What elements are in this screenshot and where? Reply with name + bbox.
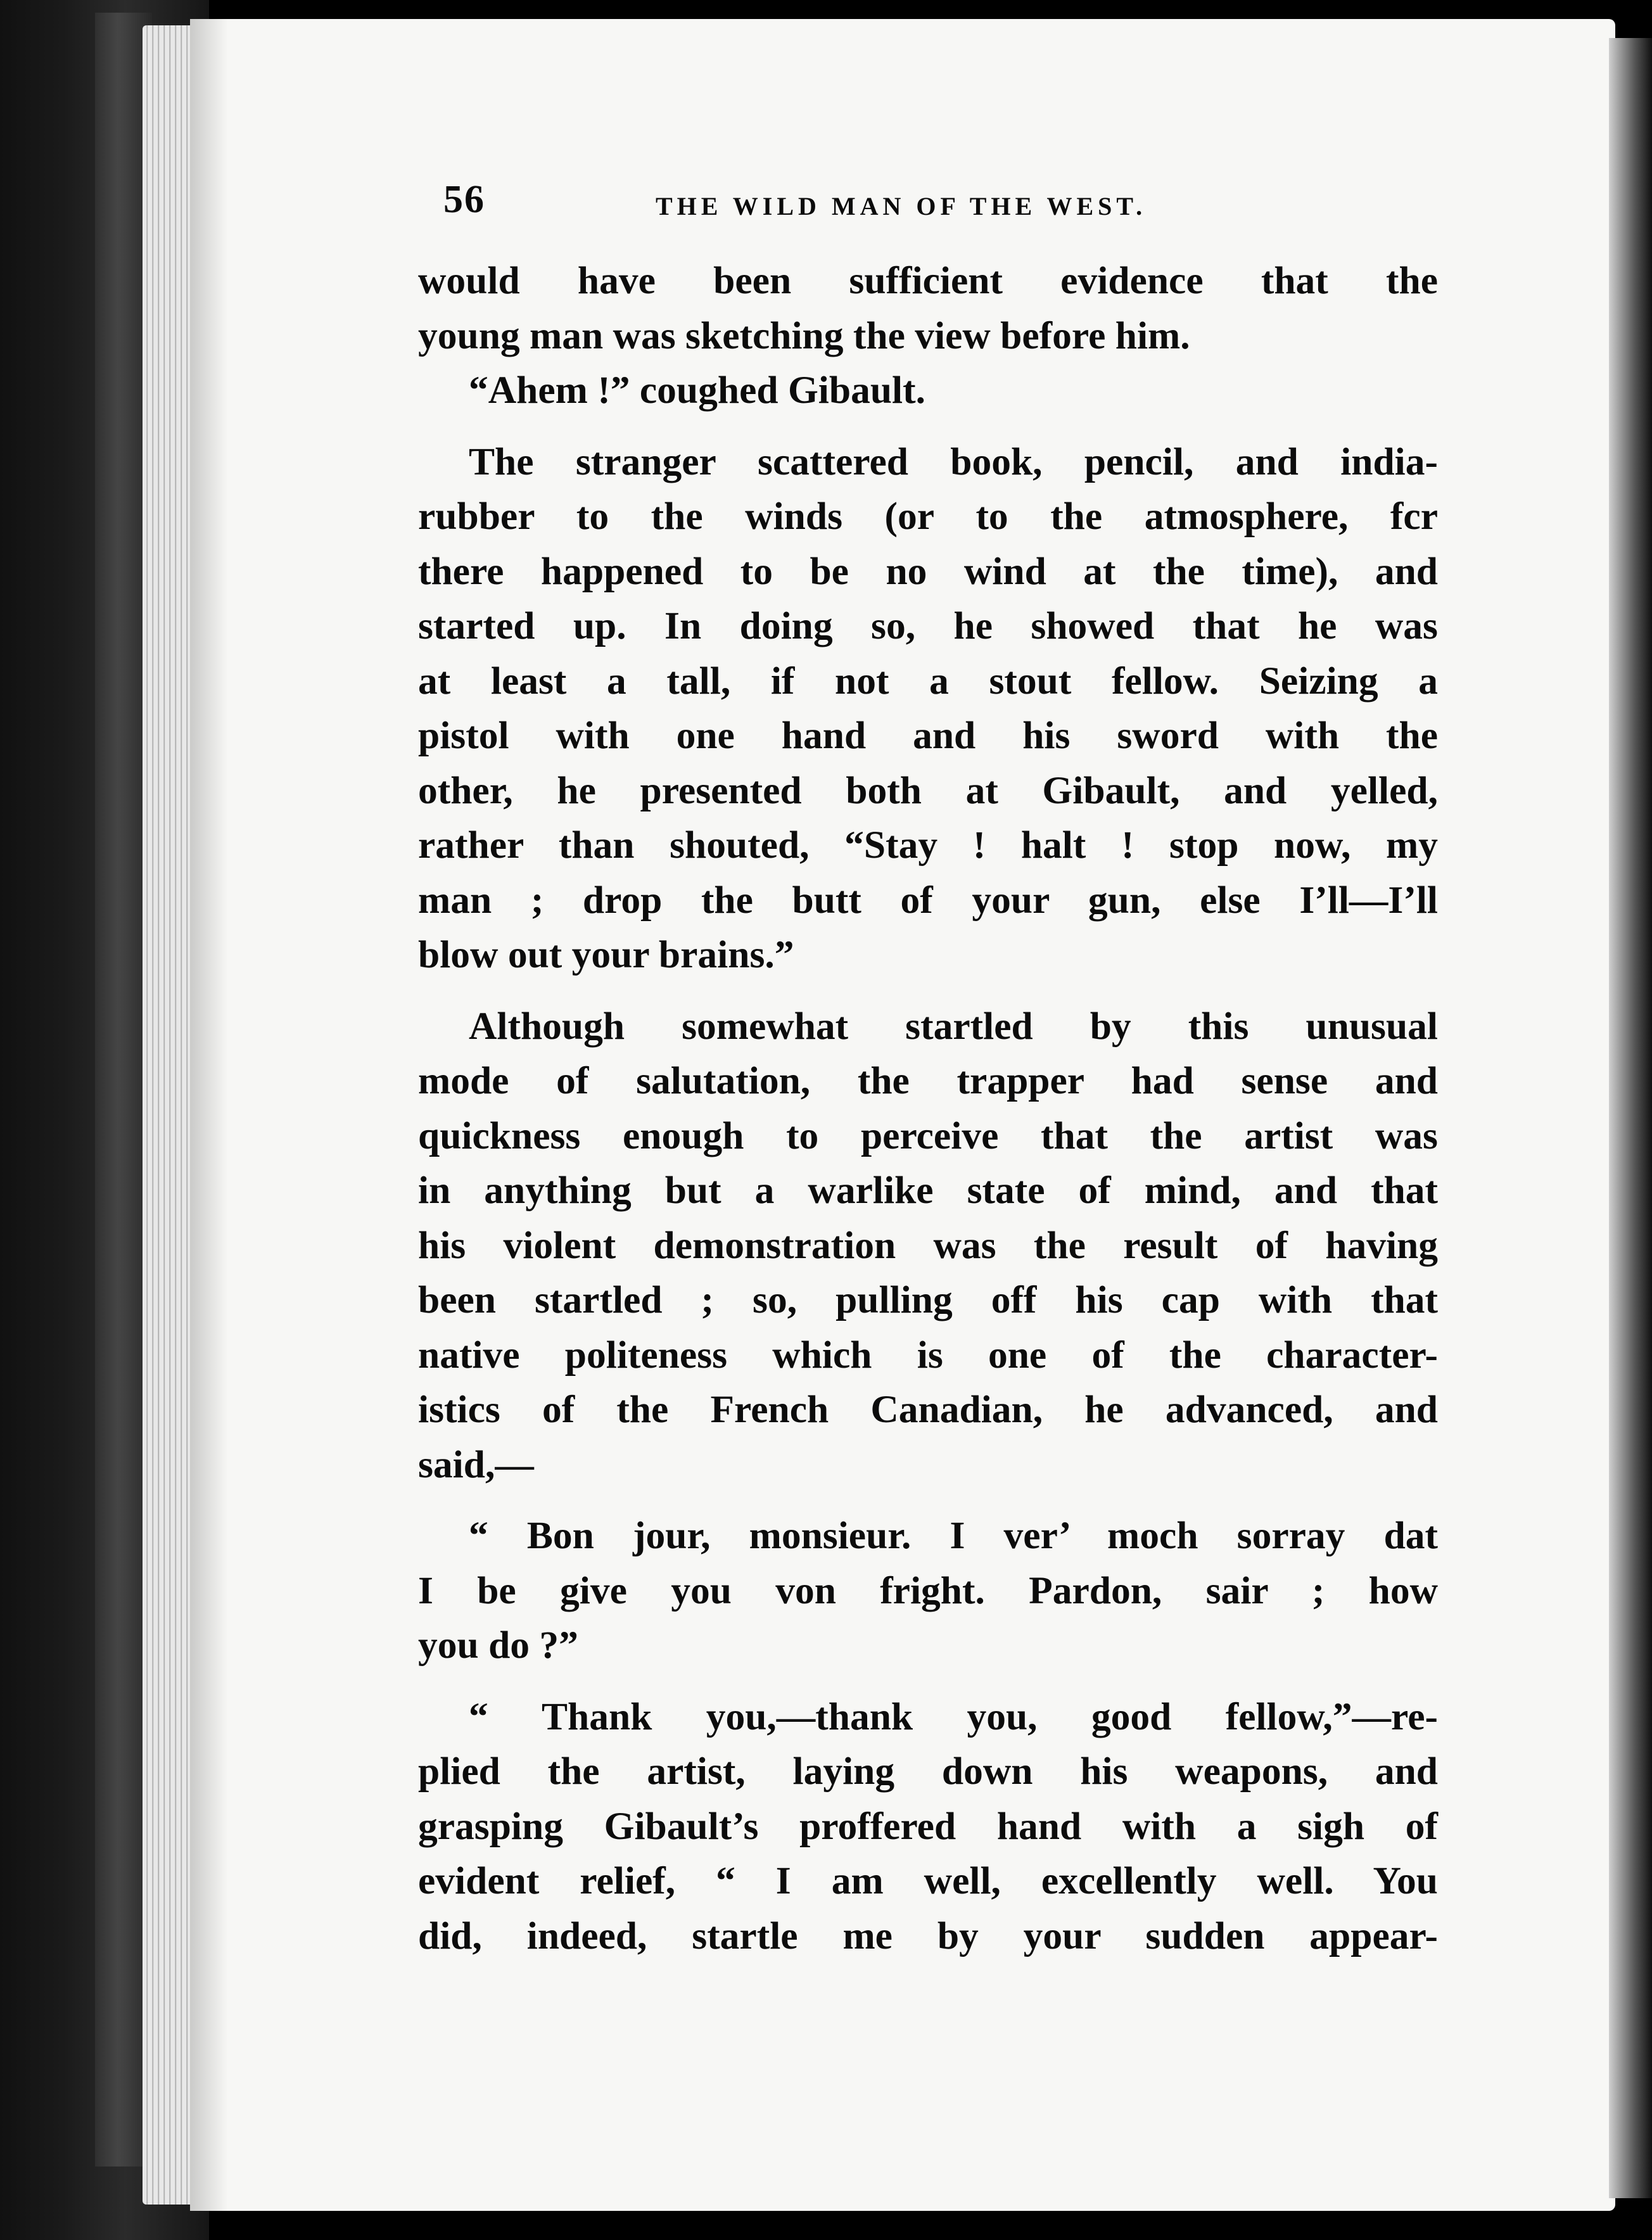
text-line: rubber to the winds (or to the atmosphere, fcr [418,495,1438,538]
text-line: would have been sufficient evidence that the [418,259,1438,302]
text-line: grasping Gibault’s proffered hand with a sigh of [418,1804,1438,1848]
text-line: in anything but a warlike state of mind, and that [418,1169,1438,1212]
text-line: plied the artist, laying down his weapons, and [418,1750,1438,1793]
text-line: rather than shouted, “Stay ! halt ! stop now, my [418,824,1438,867]
text-line: started up. In doing so, he showed that he was [418,604,1438,647]
gutter-shadow [190,19,228,2211]
text-line: “ Bon jour, monsieur. I ver’ moch sorray dat [469,1514,1438,1557]
page-header [443,177,1457,253]
text-line: pistol with one hand and his sword with the [418,714,1438,757]
text-line: at least a tall, if not a stout fellow. Seizing a [418,659,1438,703]
body-text [418,253,1438,1963]
text-line: I be give you von fright. Pardon, sair ; how [418,1569,1438,1612]
text-line: “ Thank you,—thank you, good fellow,”—re- [469,1695,1438,1738]
text-line: been startled ; so, pulling off his cap with that [418,1278,1438,1321]
text-line: evident relief, “ I am well, excellently well. You [418,1859,1438,1902]
text-line: blow out your brains.” [418,933,794,976]
text-line: “Ahem !” coughed Gibault. [469,369,925,412]
text-line: you do ?” [418,1624,578,1667]
text-line: istics of the French Canadian, he advanced, and [418,1388,1438,1431]
text-line: quickness enough to perceive that the artist was [418,1114,1438,1157]
text-line: native politeness which is one of the character- [418,1333,1438,1377]
text-line: The stranger scattered book, pencil, and india- [469,440,1438,483]
text-line: his violent demonstration was the result of having [418,1223,1438,1267]
text-line: there happened to be no wind at the time), and [418,549,1438,593]
text-line: man ; drop the butt of your gun, else I’ll—I’ll [418,878,1438,922]
right-page-edge [1609,38,1652,2198]
text-line: other, he presented both at Gibault, and yelled, [418,768,1438,812]
text-line: Although somewhat startled by this unusual [469,1004,1438,1048]
page-number: 56 [443,178,485,221]
text-line: mode of salutation, the trapper had sense and [418,1059,1438,1102]
text-line: did, indeed, startle me by your sudden appear- [418,1914,1438,1957]
text-line: young man was sketching the view before him. [418,314,1190,357]
text-line: said,— [418,1442,534,1486]
running-head: THE WILD MAN OF THE WEST. [656,192,1147,220]
